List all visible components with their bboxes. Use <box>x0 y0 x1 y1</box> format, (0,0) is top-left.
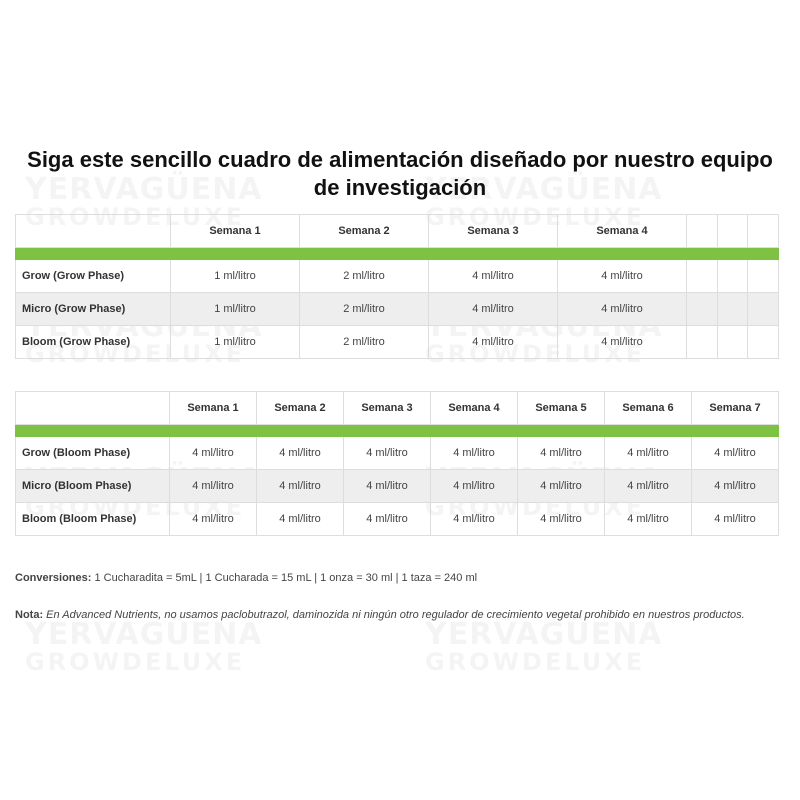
conversions-label: Conversiones: <box>15 572 92 584</box>
cell-value: 4 ml/litro <box>605 470 692 503</box>
green-divider <box>16 248 779 260</box>
header-cell: Semana 4 <box>558 215 687 248</box>
header-cell <box>16 392 170 425</box>
header-cell: Semana 1 <box>171 215 300 248</box>
table-row <box>16 503 779 536</box>
header-cell: Semana 2 <box>257 392 344 425</box>
empty-cell <box>687 326 718 359</box>
cell-value: 4 ml/litro <box>170 437 257 470</box>
cell-value: 4 ml/litro <box>558 293 687 326</box>
cell-value: 4 ml/litro <box>257 437 344 470</box>
green-divider-row <box>16 425 779 437</box>
cell-value: 2 ml/litro <box>300 260 429 293</box>
cell-value: 4 ml/litro <box>692 503 779 536</box>
cell-value: 4 ml/litro <box>518 437 605 470</box>
row-label: Bloom (Bloom Phase) <box>16 503 170 536</box>
row-label: Grow (Bloom Phase) <box>16 437 170 470</box>
cell-value: 4 ml/litro <box>558 260 687 293</box>
table-row <box>16 326 779 359</box>
cell-value: 2 ml/litro <box>300 293 429 326</box>
row-label: Grow (Grow Phase) <box>16 260 171 293</box>
cell-value: 4 ml/litro <box>344 437 431 470</box>
table-row <box>16 470 779 503</box>
cell-value: 4 ml/litro <box>431 503 518 536</box>
disclaimer-note <box>15 606 775 624</box>
cell-value: 4 ml/litro <box>692 437 779 470</box>
table-row <box>16 293 779 326</box>
header-cell: Semana 3 <box>344 392 431 425</box>
empty-cell <box>718 260 748 293</box>
cell-value: 4 ml/litro <box>429 260 558 293</box>
header-cell: Semana 1 <box>170 392 257 425</box>
cell-value: 4 ml/litro <box>170 503 257 536</box>
empty-cell <box>718 326 748 359</box>
row-label: Micro (Bloom Phase) <box>16 470 170 503</box>
header-cell: Semana 4 <box>431 392 518 425</box>
cell-value: 4 ml/litro <box>605 503 692 536</box>
green-divider <box>16 425 779 437</box>
table-header-row <box>16 392 779 425</box>
header-cell: Semana 5 <box>518 392 605 425</box>
header-cell: Semana 3 <box>429 215 558 248</box>
note-label: Nota: <box>15 609 44 621</box>
page-title: Siga este sencillo cuadro de alimentación diseñado por nuestro equipo de investigación <box>27 147 773 200</box>
header-cell <box>16 215 171 248</box>
empty-cell <box>718 215 748 248</box>
cell-value: 4 ml/litro <box>692 470 779 503</box>
cell-value: 1 ml/litro <box>171 293 300 326</box>
row-label: Bloom (Grow Phase) <box>16 326 171 359</box>
cell-value: 4 ml/litro <box>344 503 431 536</box>
watermark <box>425 620 663 674</box>
empty-cell <box>748 260 779 293</box>
cell-value: 1 ml/litro <box>171 260 300 293</box>
empty-cell <box>687 260 718 293</box>
cell-value: 4 ml/litro <box>518 470 605 503</box>
cell-value: 1 ml/litro <box>171 326 300 359</box>
cell-value: 2 ml/litro <box>300 326 429 359</box>
empty-cell <box>687 215 718 248</box>
note-text: En Advanced Nutrients, no usamos paclobutrazol, daminozida ni ningún otro regulador de crecimiento vegetal prohibido en nuestros productos. <box>46 609 745 621</box>
cell-value: 4 ml/litro <box>429 326 558 359</box>
table-header-row <box>16 215 779 248</box>
row-label: Micro (Grow Phase) <box>16 293 171 326</box>
header-cell: Semana 7 <box>692 392 779 425</box>
green-divider-row <box>16 248 779 260</box>
cell-value: 4 ml/litro <box>431 470 518 503</box>
cell-value: 4 ml/litro <box>605 437 692 470</box>
bloom-phase-table <box>15 391 779 536</box>
header-cell: Semana 2 <box>300 215 429 248</box>
empty-cell <box>748 326 779 359</box>
empty-cell <box>748 215 779 248</box>
cell-value: 4 ml/litro <box>558 326 687 359</box>
conversions-text: 1 Cucharadita = 5mL | 1 Cucharada = 15 mL | 1 onza = 30 ml | 1 taza = 240 ml <box>94 572 478 584</box>
conversions-note <box>15 569 775 587</box>
cell-value: 4 ml/litro <box>344 470 431 503</box>
grow-phase-table <box>15 214 779 359</box>
watermark <box>25 620 263 674</box>
cell-value: 4 ml/litro <box>429 293 558 326</box>
empty-cell <box>718 293 748 326</box>
table-row <box>16 437 779 470</box>
header-cell: Semana 6 <box>605 392 692 425</box>
cell-value: 4 ml/litro <box>431 437 518 470</box>
cell-value: 4 ml/litro <box>257 503 344 536</box>
cell-value: 4 ml/litro <box>257 470 344 503</box>
cell-value: 4 ml/litro <box>518 503 605 536</box>
cell-value: 4 ml/litro <box>170 470 257 503</box>
empty-cell <box>687 293 718 326</box>
table-row <box>16 260 779 293</box>
empty-cell <box>748 293 779 326</box>
